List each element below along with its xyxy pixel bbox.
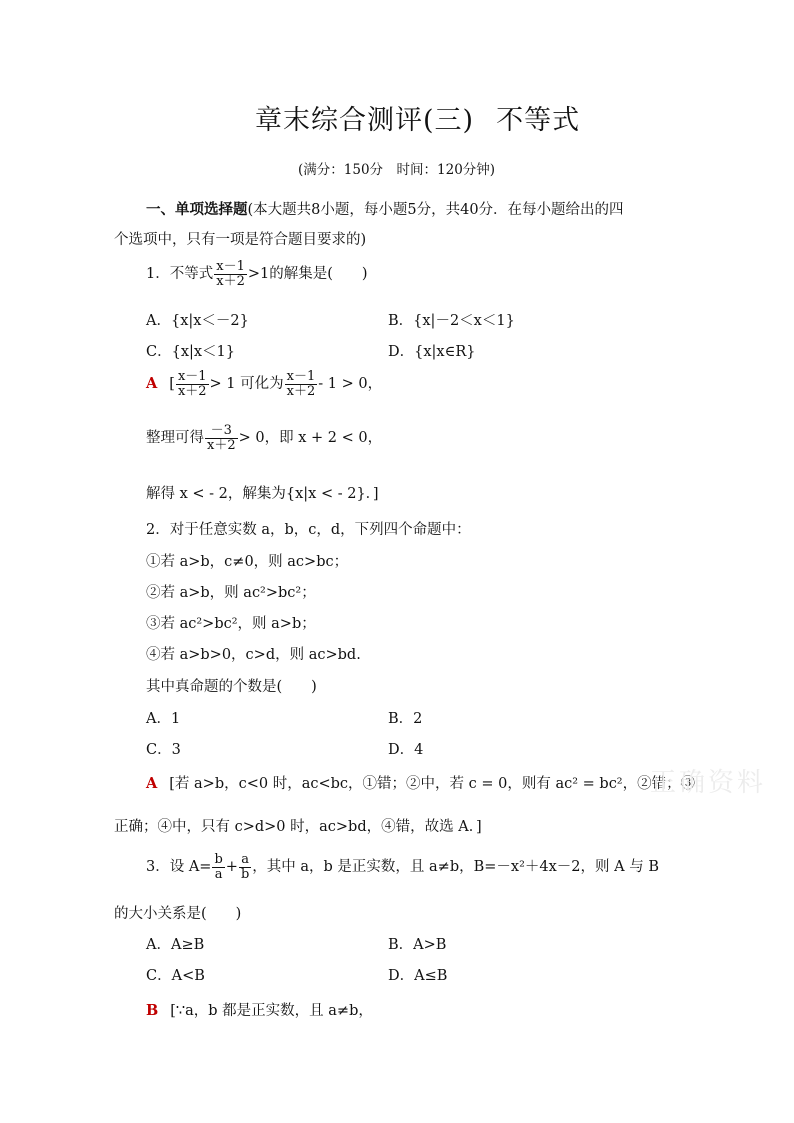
section-desc: 个选项中，只有一项是符合题目要求的) — [114, 232, 367, 248]
page-title: 章末综合测评(三) 不等式 — [255, 105, 581, 136]
exam-meta: (满分：150分 时间：120分钟) — [298, 162, 496, 178]
q2-solution-line2: 正确；④中，只有 c>d>0 时，ac>bd，④错，故选 A．] — [114, 819, 482, 835]
q2-prop-2: ②若 a>b，则 ac²>bc²； — [146, 585, 316, 601]
q1-option-d: D．{x|x∈R} — [388, 344, 476, 360]
q2-ask: 其中真命题的个数是( ) — [146, 679, 317, 695]
q2-solution-line1: A [若 a>b，c<0 时，ac<bc，①错；②中，若 c = 0，则有 ac² = bc²，②错；③ — [146, 775, 696, 792]
q1-solution-line1: A [ $\frac{x-1}{x+2}$ > 1 可化为 $\frac{x-1}{x+2}$ - 1 > 0， — [146, 369, 383, 399]
q3-option-d: D．A≤B — [388, 968, 448, 984]
watermark: 正确资料 — [650, 768, 767, 798]
q2-prop-4: ④若 a>b>0，c>d，则 ac>bd. — [146, 647, 361, 663]
q3-answer: B — [146, 1002, 159, 1019]
q2-prop-3: ③若 ac²>bc²，则 a>b； — [146, 616, 316, 632]
q2-option-d: D．4 — [388, 742, 424, 758]
q2-option-b: B．2 — [388, 711, 423, 727]
q2-option-c: C．3 — [146, 742, 181, 758]
q1-option-b: B．{x|－2＜x＜1} — [388, 313, 515, 329]
q1-stem: 1．不等式 $\frac{x-1}{x+2}$ >1的解集是( ) — [146, 259, 368, 289]
q3-option-b: B．A>B — [388, 937, 447, 953]
q3-option-c: C．A<B — [146, 968, 205, 984]
q3-stem-2: 的大小关系是( ) — [114, 906, 242, 922]
q3-solution-line1: B [∵a，b 都是正实数，且 a≠b， — [146, 1002, 373, 1019]
q1-solution-line3: 解得 x < - 2，解集为{x|x < - 2}．] — [146, 486, 379, 502]
q2-prop-1: ①若 a>b，c≠0，则 ac>bc； — [146, 554, 349, 570]
page-subtitle: 不等式 — [496, 105, 581, 136]
q2-option-a: A．1 — [146, 711, 181, 727]
q1-option-c: C．{x|x＜1} — [146, 344, 236, 360]
q2-stem: 2．对于任意实数 a，b，c，d，下列四个命题中： — [146, 522, 471, 538]
q3-stem: 3．设 A= $\frac{b}{a}$ + $\frac{a}{b}$ ，其中 a，b 是正实数，且 a≠b，B=－x²＋4x－2，则 A 与 B — [146, 852, 659, 882]
q1-option-a: A．{x|x＜－2} — [146, 313, 249, 329]
q2-answer: A — [146, 775, 158, 792]
section-heading: 一、单项选择题(本大题共8小题，每小题5分，共40分．在每小题给出的四 — [146, 201, 624, 218]
q1-fraction: $\frac{x-1}{x+2}$ — [216, 259, 245, 289]
q3-option-a: A．A≥B — [146, 937, 205, 953]
q1-answer: A — [146, 375, 158, 393]
q1-solution-line2: 整理可得 $\frac{-3}{x+2}$ > 0，即 x + 2 < 0， — [146, 423, 383, 453]
